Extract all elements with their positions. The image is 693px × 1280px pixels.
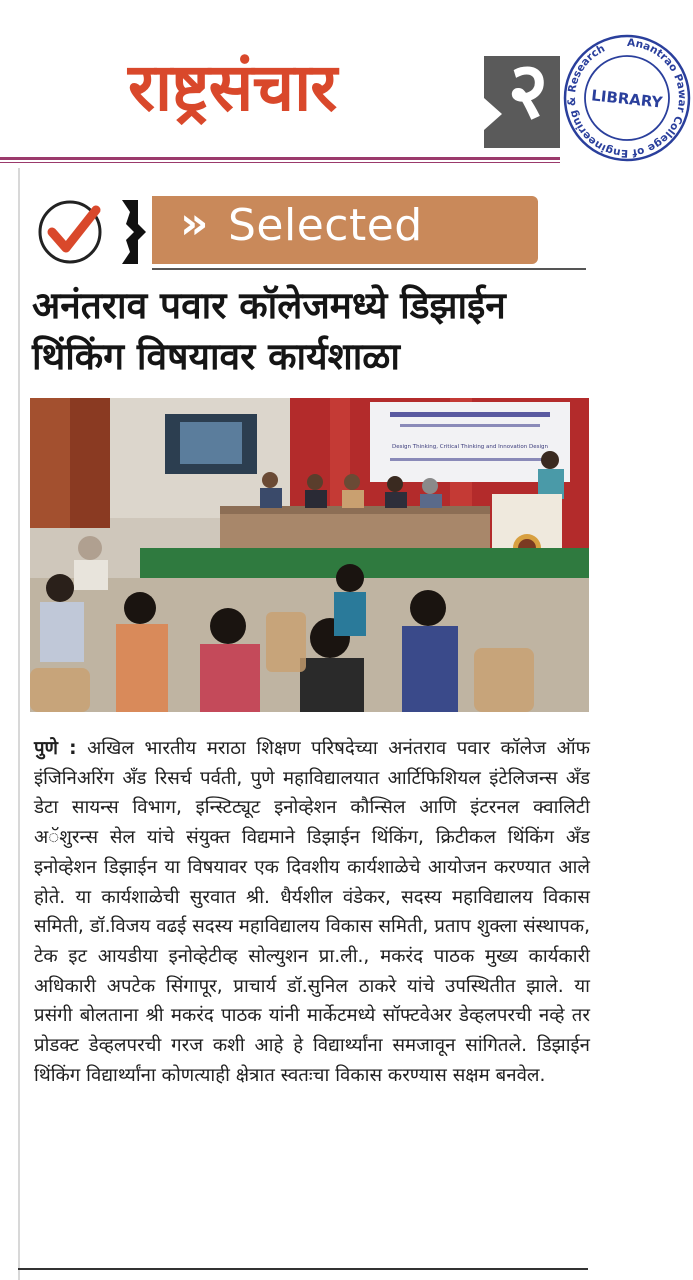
article-headline bbox=[32, 280, 592, 382]
newspaper-title: राष्ट्रसंचार bbox=[128, 49, 337, 126]
selected-badge bbox=[34, 196, 504, 266]
page-number: २ bbox=[507, 46, 549, 136]
stamp-ring-text: Anantrao Pawar College of Engineering & Research bbox=[565, 36, 689, 160]
photo-banner-text: Design Thinking, Critical Thinking and Innovation Design bbox=[391, 444, 549, 450]
stamp-center-text: LIBRARY bbox=[590, 86, 664, 112]
masthead-rule-thin bbox=[0, 162, 560, 163]
column-rule bbox=[18, 168, 20, 1280]
dateline-place: पुणे : bbox=[34, 738, 77, 759]
bottom-rule bbox=[18, 1268, 588, 1270]
headline-line-1: अनंतराव पवार कॉलेजमध्ये डिझाईन bbox=[32, 284, 506, 327]
workshop-photo bbox=[30, 398, 589, 712]
checkmark-icon bbox=[34, 196, 164, 266]
masthead-rule bbox=[0, 157, 560, 160]
chevron-right-icon: » bbox=[180, 198, 209, 249]
article-body bbox=[34, 734, 590, 1090]
article-text: अखिल भारतीय मराठा शिक्षण परिषदेच्या अनंतराव पवार कॉलेज ऑफ इंजिनिअरिंग अँड रिसर्च पर्वती, पुणे महाविद्यालयात आर्टिफिशियल इंटेलिजन्स अँड डेटा सायन्स विभाग, इन्स्टिट्यूट इनोव्हेशन कौन्सिल आणि इंटरनल क्वालिटी अॅशुरन्स सेल यांचे संयुक्त विद्यमाने डिझाईन थिंकिंग, क्रिटीकल थिंकिंग अँड इनोव्हेशन डिझाईन या विषयावर एक दिवशीय कार्यशाळेचे आयोजन करण्यात आले होते. या कार्यशाळेची सुरवात श्री. धैर्यशील वंडेकर, सदस्य महाविद्यालय विकास समिती, डॉ.विजय वढई सदस्य महाविद्यालय विकास समिती, प्रताप शुक्ला संस्थापक, टेक इट आयडीया इनोव्हेटीव्ह सोल्युशन प्रा.ली., मकरंद पाठक मुख्य कार्यकारी अधिकारी अपटेक सिंगापूर, प्राचार्य डॉ.सुनिल ठाकरे यांचे उपस्थितीत झाले. या प्रसंगी बोलताना श्री मकरंद पाठक यांनी मार्केटमध्ये सॉफ्टवेअर डेव्हलपरची नव्हे तर प्रोडक्ट डेव्हलपरची गरज कशी आहे हे विद्यार्थ्यांना समजावून सांगितले. डिझाईन थिंकिंग विद्यार्थ्यांना कोणत्याही क्षेत्रात स्वतःचा विकास करण्यास सक्षम बनवेल. bbox=[34, 738, 590, 1086]
library-stamp bbox=[562, 28, 692, 168]
headline-line-2: थिंकिंग विषयावर कार्यशाळा bbox=[32, 335, 401, 378]
badge-label: Selected bbox=[228, 200, 423, 251]
badge-underline bbox=[152, 268, 586, 270]
